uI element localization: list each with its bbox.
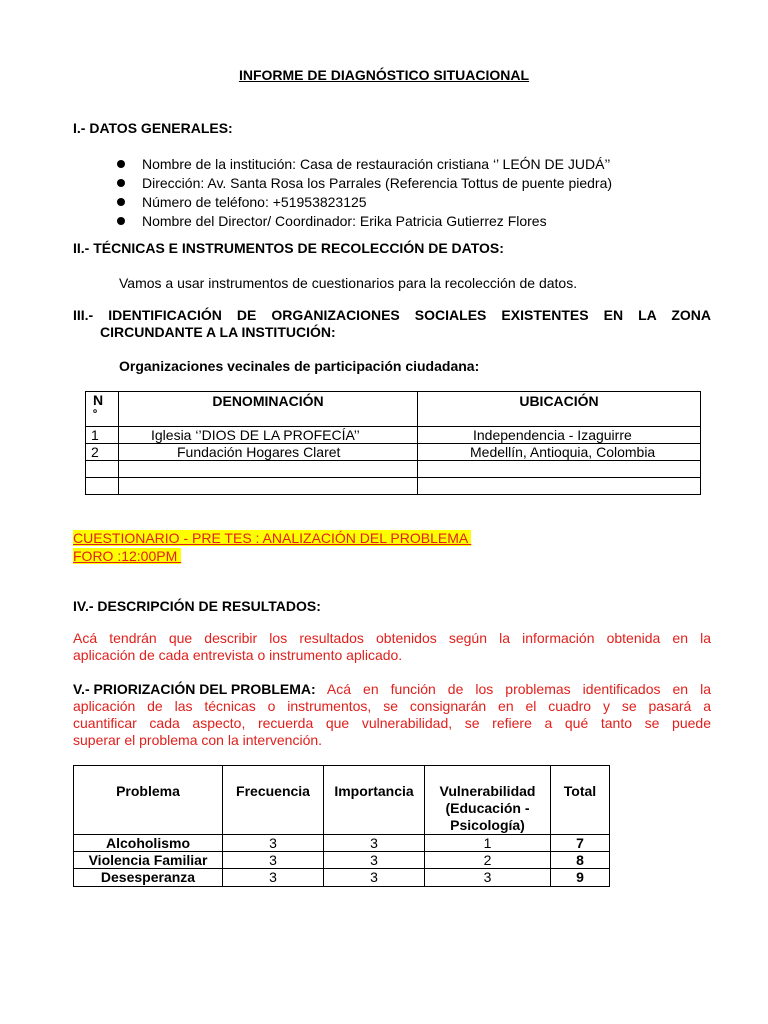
bullet-icon [117, 179, 125, 187]
column-header-number [86, 392, 119, 427]
vulnerabilidad-line2: (Educación - [445, 800, 530, 816]
cell-denominacion: Iglesia ‘’DIOS DE LA PROFECÍA’’ [119, 427, 418, 444]
column-header-ubicacion: UBICACIÓN [418, 392, 701, 427]
cell-denominacion [119, 461, 418, 478]
section-4-text-line1: Acá tendrán que describir los resultados obtenidos según la información obtenida en la [73, 630, 711, 646]
cell-ubicacion [418, 461, 701, 478]
column-header-frecuencia: Frecuencia [223, 766, 324, 835]
list-item [117, 212, 612, 231]
cell-frecuencia: 3 [223, 835, 324, 852]
address: Dirección: Av. Santa Rosa los Parrales (Referencia Tottus de puente piedra) [142, 175, 613, 191]
cell-frecuencia: 3 [223, 852, 324, 869]
cell-frecuencia: 3 [223, 869, 324, 887]
table-header-row [74, 766, 610, 835]
section-5-text-line3: cuantificar cada aspecto, recuerda que vulnerabilidad, se refiere a qué tanto se puede [73, 715, 711, 731]
column-header-problema: Problema [74, 766, 223, 835]
cell-importancia: 3 [324, 852, 425, 869]
cell-total: 7 [551, 835, 610, 852]
table-row [74, 869, 610, 887]
column-header-total: Total [551, 766, 610, 835]
table-header-row [86, 392, 701, 427]
section-3-heading-line2: CIRCUNDANTE A LA INSTITUCIÓN: [100, 324, 336, 340]
table-row [86, 427, 701, 444]
problem-priority-table [73, 765, 610, 887]
questionnaire-note [73, 529, 471, 565]
section-4-text-line2: aplicación de cada entrevista o instrumento aplicado. [73, 647, 403, 663]
bullet-icon [117, 198, 125, 206]
cell-number [86, 478, 119, 495]
cell-total: 8 [551, 852, 610, 869]
cell-vulnerabilidad: 1 [425, 835, 551, 852]
section-2-heading: II.- TÉCNICAS E INSTRUMENTOS DE RECOLECCIÓN DE DATOS: [73, 240, 504, 256]
cell-denominacion: Fundación Hogares Claret [119, 444, 418, 461]
phone-number: Número de teléfono: +51953823125 [142, 194, 367, 210]
column-header-denominacion: DENOMINACIÓN [119, 392, 418, 427]
table-row [86, 478, 701, 495]
cell-number: 1 [86, 427, 119, 444]
table-row [74, 852, 610, 869]
questionnaire-title: CUESTIONARIO - PRE TES : ANALIZACIÓN DEL PROBLEMA [73, 530, 472, 546]
cell-problema: Desesperanza [74, 869, 223, 887]
cell-number [86, 461, 119, 478]
forum-time: FORO :12:00PM [73, 548, 182, 564]
section-4-heading: IV.- DESCRIPCIÓN DE RESULTADOS: [73, 598, 321, 614]
column-header-importancia: Importancia [324, 766, 425, 835]
list-item [117, 174, 612, 193]
table-row [86, 444, 701, 461]
bullet-icon [117, 160, 125, 168]
cell-ubicacion [418, 478, 701, 495]
column-header-number-line1: N [93, 392, 104, 408]
cell-number: 2 [86, 444, 119, 461]
institution-name: Nombre de la institución: Casa de restauración cristiana ‘’ LEÓN DE JUDÁ’’ [142, 156, 611, 172]
document-title: INFORME DE DIAGNÓSTICO SITUACIONAL [238, 67, 530, 83]
cell-ubicacion: Medellín, Antioquia, Colombia [418, 444, 701, 461]
vulnerabilidad-line1: Vulnerabilidad [439, 783, 536, 799]
cell-problema: Alcoholismo [74, 835, 223, 852]
section-5-heading: V.- PRIORIZACIÓN DEL PROBLEMA: [73, 681, 316, 697]
organizations-subheading: Organizaciones vecinales de participación ciudadana: [119, 358, 480, 374]
cell-denominacion [119, 478, 418, 495]
list-item [117, 193, 612, 212]
table-row [74, 835, 610, 852]
cell-ubicacion: Independencia - Izaguirre [418, 427, 701, 444]
column-header-number-line2: º [93, 408, 98, 420]
director-name: Nombre del Director/ Coordinador: Erika Patricia Gutierrez Flores [142, 213, 547, 229]
section-3-heading-line1: III.- IDENTIFICACIÓN DE ORGANIZACIONES SOCIALES EXISTENTES EN LA ZONA [73, 307, 711, 323]
bullet-icon [117, 217, 125, 225]
column-header-vulnerabilidad [425, 766, 551, 835]
section-5-first-line [73, 681, 711, 697]
section-5-text-line1: Acá en función de los problemas identificados en la [315, 681, 711, 697]
cell-vulnerabilidad: 2 [425, 852, 551, 869]
section-5-text-line4: superar el problema con la intervención. [73, 732, 323, 748]
list-item [117, 155, 612, 174]
section-5-text-line2: aplicación de las técnicas o instrumentos, se consignarán en el cuadro y se pasará a [73, 698, 711, 714]
section-1-heading: I.- DATOS GENERALES: [73, 120, 233, 136]
cell-total: 9 [551, 869, 610, 887]
table-row [86, 461, 701, 478]
section-2-text: Vamos a usar instrumentos de cuestionarios para la recolección de datos. [119, 275, 578, 291]
vulnerabilidad-line3: Psicología) [450, 817, 525, 833]
general-data-list [117, 155, 612, 231]
cell-importancia: 3 [324, 869, 425, 887]
cell-problema: Violencia Familiar [74, 852, 223, 869]
organizations-table [85, 391, 701, 495]
cell-vulnerabilidad: 3 [425, 869, 551, 887]
cell-importancia: 3 [324, 835, 425, 852]
